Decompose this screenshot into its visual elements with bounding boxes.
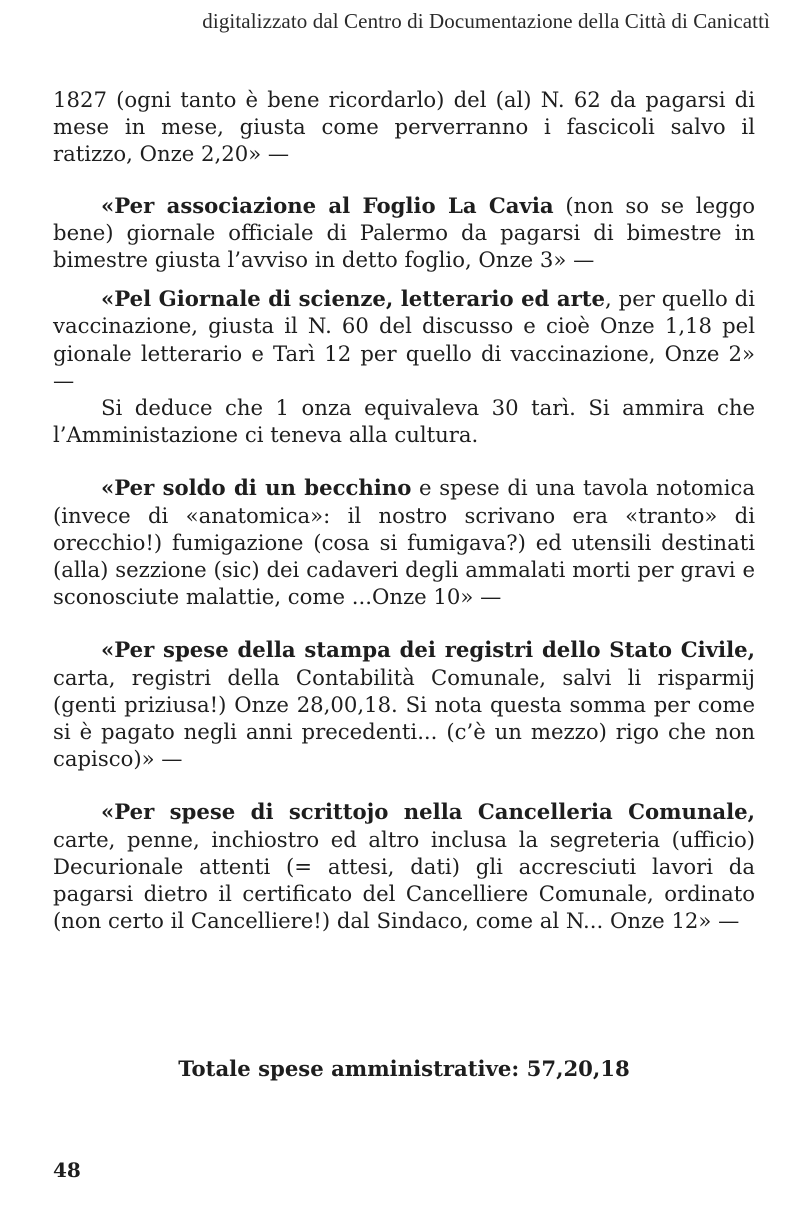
paragraph-5-bold: «Per soldo di un becchino — [101, 475, 412, 501]
paragraph-1 — [53, 86, 755, 168]
page-number: 48 — [53, 1158, 81, 1182]
paragraph-6-bold: «Per spese della stampa dei registri dello Stato Civile, — [101, 637, 755, 663]
paragraph-2-bold: «Per associazione al Foglio La Cavia — [101, 192, 554, 218]
paragraph-2-text: (non so se leggo bene) giornale officiale di Palermo da pagarsi di bimestre in bimestre giusta l’avviso in detto foglio, Onze 3» — — [53, 192, 755, 273]
paragraph-3-bold: «Pel Giornale di scienze, letterario ed arte — [101, 286, 606, 312]
total-expenses: Totale spese amministrative: 57,20,18 — [178, 1056, 630, 1081]
paragraph-6 — [53, 636, 755, 772]
paragraph-3 — [53, 285, 755, 394]
paragraph-4 — [53, 394, 755, 448]
paragraph-1-text: 1827 (ogni tanto è bene ricordarlo) del (al) N. 62 da pagarsi di mese in mese, giusta come perverranno i fascicoli salvo il ratizzo, Onze 2,20» — — [53, 87, 755, 167]
paragraph-5 — [53, 474, 755, 610]
paragraph-5-text: e spese di una tavola notomica (invece di «anatomica»: il nostro scrivano era «tranto» di orecchio!) fumigazione (cosa si fumigava?) ed utensili destinati (alla) sezzione (sic) dei cadaveri degli ammalati morti per gravi e sconosciute malattie, come ...Onze 10» — — [53, 475, 755, 610]
paragraph-2 — [53, 192, 755, 274]
paragraph-7 — [53, 798, 755, 934]
body-text — [53, 86, 755, 934]
paragraph-7-text: carte, penne, inchiostro ed altro inclusa la segreteria (ufficio) Decurionale attenti (= attesi, dati) gli accresciuti lavori da pagarsi dietro il certificato del Cancelliere Comunale, ordinato (non certo il Cancelliere!) dal Sindaco, come al N... Onze 12» — — [53, 826, 755, 934]
paragraph-6-text: carta, registri della Contabilità Comunale, salvi li risparmij (genti priziusa!) Onze 28,00,18. Si nota questa somma per come si è pagato negli anni precedenti... (c’è un mezzo) rigo che non capisco)» — — [53, 664, 755, 772]
paragraph-3-text: , per quello di vaccinazione, giusta il N. 60 del discusso e cioè Onze 1,18 pel gionale letterario e Tarì 12 per quello di vaccinazione, Onze 2» — — [53, 286, 755, 393]
digitization-header: digitalizzato dal Centro di Documentazione della Città di Canicattì — [202, 9, 770, 33]
paragraph-4-text: Si deduce che 1 onza equivaleva 30 tarì. Si ammira che l’Amministazione ci teneva alla cultura. — [53, 395, 755, 448]
paragraph-7-bold: «Per spese di scrittojo nella Cancelleria Comunale, — [101, 799, 755, 825]
